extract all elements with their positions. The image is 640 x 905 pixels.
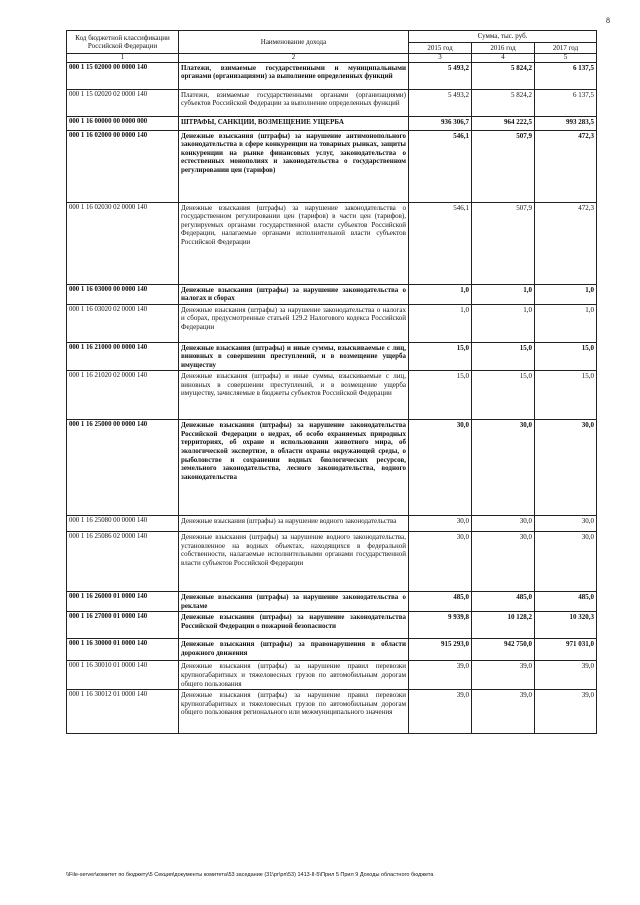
- revenue-name: Денежные взыскания (штрафы) за нарушение законодательства Российской Федерации о недрах, об особо охраняемых природных территориях, об охране и использовании животного мира, об экологической экспертизе, в области охраны окружающей среды, о рыболовстве и сохранении водных биологических ресурсов, земельного законодательства, лесного законодательства, водного законодательства: [179, 420, 409, 516]
- revenue-name: Денежные взыскания (штрафы) за нарушение водного законодательства, установленное на водных объектах, находящихся в федеральной собственности, налагаемые исполнительными органами государственной власти субъектов Российской Федерации: [179, 532, 409, 592]
- revenue-name: ШТРАФЫ, САНКЦИИ, ВОЗМЕЩЕНИЕ УЩЕРБА: [179, 116, 409, 130]
- revenue-name: Платежи, взимаемые государственными и муниципальными органами (организациями) за выполнение определенных функций: [179, 62, 409, 89]
- amount-2016: 30,0: [472, 532, 535, 592]
- amount-2016: 30,0: [472, 516, 535, 532]
- revenue-table: [66, 30, 597, 734]
- budget-code: 000 1 16 30000 01 0000 140: [67, 639, 179, 661]
- amount-2016: 5 824,2: [472, 89, 535, 116]
- amount-2017: 10 320,3: [535, 612, 597, 639]
- amount-2017: 6 137,5: [535, 89, 597, 116]
- revenue-name: Денежные взыскания (штрафы) за нарушение законодательства о налогах и сборах, предусмотренные статьей 129.2 Налогового кодекса Российской Федерации: [179, 304, 409, 342]
- amount-2015: 546,1: [409, 202, 472, 284]
- amount-2017: 472,3: [535, 202, 597, 284]
- column-index-row: [67, 54, 597, 63]
- table-row: [67, 661, 597, 690]
- budget-code: 000 1 16 26000 01 0000 140: [67, 592, 179, 612]
- revenue-name: Денежные взыскания (штрафы) за нарушение водного законодательства: [179, 516, 409, 532]
- table-row: [67, 284, 597, 304]
- revenue-name: Денежные взыскания (штрафы) за нарушение антимонопольного законодательства в сфере конкуренции на товарных рынках, защиты конкуренции на рынке финансовых услуг, законодательства о естественных монополиях и законодательства о государственном регулировании цен (тарифов): [179, 130, 409, 202]
- budget-code: 000 1 16 03000 00 0000 140: [67, 284, 179, 304]
- budget-code: 000 1 15 02000 00 0000 140: [67, 62, 179, 89]
- amount-2016: 5 824,2: [472, 62, 535, 89]
- column-index: 5: [535, 54, 597, 63]
- amount-2015: 15,0: [409, 371, 472, 420]
- header-code: Код бюджетной классификации Российской Федерации: [67, 31, 179, 54]
- table-row: [67, 342, 597, 371]
- table-row: [67, 420, 597, 516]
- amount-2015: 39,0: [409, 661, 472, 690]
- revenue-name: Денежные взыскания (штрафы) за нарушение законодательства Российской Федерации о пожарной безопасности: [179, 612, 409, 639]
- amount-2017: 30,0: [535, 532, 597, 592]
- page-number: 8: [606, 16, 610, 25]
- amount-2015: 15,0: [409, 342, 472, 371]
- table-row: [67, 532, 597, 592]
- amount-2016: 30,0: [472, 420, 535, 516]
- header-name: Наименование дохода: [179, 31, 409, 54]
- budget-code: 000 1 16 25000 00 0000 140: [67, 420, 179, 516]
- table-row: [67, 592, 597, 612]
- table-row: [67, 304, 597, 342]
- amount-2016: 39,0: [472, 661, 535, 690]
- amount-2015: 30,0: [409, 532, 472, 592]
- revenue-name: Денежные взыскания (штрафы) и иные суммы, взыскиваемые с лиц, виновных в совершении преступлений, и в возмещение ущерба имуществу: [179, 342, 409, 371]
- budget-code: 000 1 16 02000 00 0000 140: [67, 130, 179, 202]
- amount-2015: 39,0: [409, 690, 472, 734]
- table-row: [67, 202, 597, 284]
- budget-code: 000 1 16 30010 01 0000 140: [67, 661, 179, 690]
- amount-2017: 971 031,0: [535, 639, 597, 661]
- amount-2015: 915 293,0: [409, 639, 472, 661]
- amount-2016: 1,0: [472, 304, 535, 342]
- header-sum: Сумма, тыс. руб.: [409, 31, 597, 43]
- revenue-name: Денежные взыскания (штрафы) и иные суммы, взыскиваемые с лиц, виновных в совершении преступлений, и в возмещение ущерба имуществу, зачисляемые в бюджеты субъектов Российской Федерации: [179, 371, 409, 420]
- amount-2016: 485,0: [472, 592, 535, 612]
- header-year-2017: 2017 год: [535, 42, 597, 54]
- revenue-name: Денежные взыскания (штрафы) за правонарушения в области дорожного движения: [179, 639, 409, 661]
- column-index: 1: [67, 54, 179, 63]
- revenue-name: Платежи, взимаемые государственными органами (организациями) субъектов Российской Федерации за выполнение определенных функций: [179, 89, 409, 116]
- table-row: [67, 612, 597, 639]
- budget-code: 000 1 16 21000 00 0000 140: [67, 342, 179, 371]
- amount-2016: 10 128,2: [472, 612, 535, 639]
- amount-2015: 1,0: [409, 284, 472, 304]
- table-row: [67, 89, 597, 116]
- amount-2017: 6 137,5: [535, 62, 597, 89]
- amount-2015: 546,1: [409, 130, 472, 202]
- budget-code: 000 1 16 25080 00 0000 140: [67, 516, 179, 532]
- revenue-name: Денежные взыскания (штрафы) за нарушение законодательства о рекламе: [179, 592, 409, 612]
- amount-2015: 30,0: [409, 516, 472, 532]
- amount-2015: 5 493,2: [409, 89, 472, 116]
- amount-2017: 39,0: [535, 661, 597, 690]
- amount-2017: 1,0: [535, 304, 597, 342]
- amount-2017: 30,0: [535, 420, 597, 516]
- amount-2015: 936 306,7: [409, 116, 472, 130]
- table-row: [67, 371, 597, 420]
- budget-code: 000 1 16 27000 01 0000 140: [67, 612, 179, 639]
- file-path-footer: \\File-server\комитет по бюджету\5 Секция\документы комитета\53 заседание (31\рг\рп\53) 1413-II-5\Прил 5 Прил 9 Доходы областного бюджета: [66, 872, 434, 878]
- table-row: [67, 690, 597, 734]
- amount-2015: 1,0: [409, 304, 472, 342]
- table-row: [67, 639, 597, 661]
- column-index: 3: [409, 54, 472, 63]
- amount-2016: 942 750,0: [472, 639, 535, 661]
- amount-2017: 30,0: [535, 516, 597, 532]
- header-row: [67, 31, 597, 43]
- amount-2016: 507,9: [472, 130, 535, 202]
- header-year-2015: 2015 год: [409, 42, 472, 54]
- header-year-2016: 2016 год: [472, 42, 535, 54]
- budget-code: 000 1 16 00000 00 0000 000: [67, 116, 179, 130]
- budget-code: 000 1 16 02030 02 0000 140: [67, 202, 179, 284]
- amount-2017: 1,0: [535, 284, 597, 304]
- amount-2016: 507,9: [472, 202, 535, 284]
- table-row: [67, 116, 597, 130]
- table-row: [67, 130, 597, 202]
- amount-2017: 993 283,5: [535, 116, 597, 130]
- revenue-name: Денежные взыскания (штрафы) за нарушение правил перевозки крупногабаритных и тяжеловесных грузов по автомобильным дорогам общего пользования регионального или межмуниципального значения: [179, 690, 409, 734]
- budget-code: 000 1 16 03020 02 0000 140: [67, 304, 179, 342]
- budget-code: 000 1 16 21020 02 0000 140: [67, 371, 179, 420]
- revenue-name: Денежные взыскания (штрафы) за нарушение законодательства о государственном регулировании цен (тарифов) в части цен (тарифов), регулируемых органами государственной власти субъектов Российской Федерации, налагаемые органами исполнительной власти субъектов Российской Федерации: [179, 202, 409, 284]
- amount-2015: 5 493,2: [409, 62, 472, 89]
- revenue-name: Денежные взыскания (штрафы) за нарушение законодательства о налогах и сборах: [179, 284, 409, 304]
- amount-2016: 964 222,5: [472, 116, 535, 130]
- amount-2016: 1,0: [472, 284, 535, 304]
- table-row: [67, 516, 597, 532]
- amount-2015: 485,0: [409, 592, 472, 612]
- budget-code: 000 1 16 25086 02 0000 140: [67, 532, 179, 592]
- amount-2017: 472,3: [535, 130, 597, 202]
- amount-2017: 485,0: [535, 592, 597, 612]
- column-index: 4: [472, 54, 535, 63]
- revenue-name: Денежные взыскания (штрафы) за нарушение правил перевозки крупногабаритных и тяжеловесных грузов по автомобильным дорогам общего пользования: [179, 661, 409, 690]
- amount-2017: 15,0: [535, 342, 597, 371]
- amount-2015: 30,0: [409, 420, 472, 516]
- amount-2016: 15,0: [472, 371, 535, 420]
- amount-2017: 15,0: [535, 371, 597, 420]
- table-row: [67, 62, 597, 89]
- amount-2015: 9 939,8: [409, 612, 472, 639]
- budget-code: 000 1 15 02020 02 0000 140: [67, 89, 179, 116]
- amount-2017: 39,0: [535, 690, 597, 734]
- amount-2016: 15,0: [472, 342, 535, 371]
- amount-2016: 39,0: [472, 690, 535, 734]
- column-index: 2: [179, 54, 409, 63]
- budget-code: 000 1 16 30012 01 0000 140: [67, 690, 179, 734]
